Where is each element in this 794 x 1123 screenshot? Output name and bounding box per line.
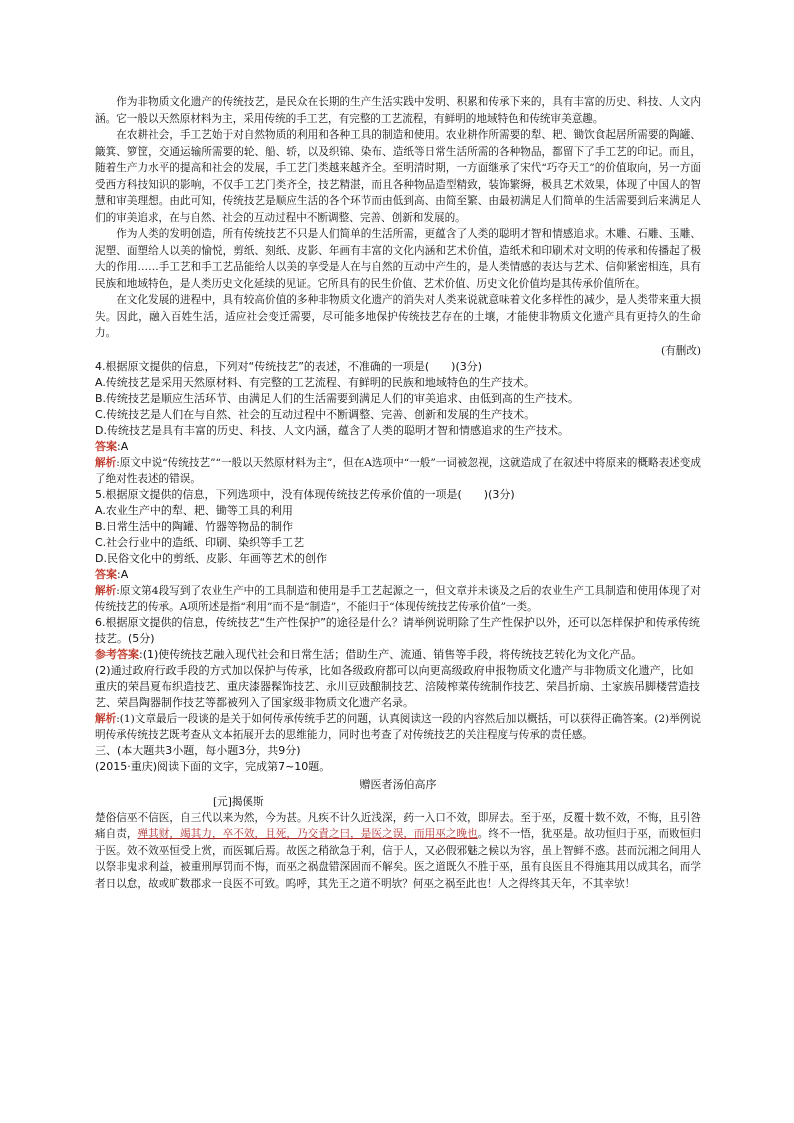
question-6-analysis-text: (1)文章最后一段谈的是关于如何传承传统手艺的问题，认真阅读这一段的内容然后加以概括，可以获得正确答案。(2)举例说明传承传统技艺既考查从文本拓展开去的思维能力，同时也考查了对传统技艺的关注程度与传承的责任感。 xyxy=(95,712,701,741)
classical-text-title: 赠医者汤伯高序 xyxy=(359,777,437,791)
question-6-analysis: 解析:(1)文章最后一段谈的是关于如何传承传统手艺的问题，认真阅读这一段的内容然后加以概括，可以获得正确答案。(2)举例说明传承传统技艺既考查从文本拓展开去的思维能力，同时也考查了对传统技艺的关注程度与传承的责任感。 xyxy=(95,712,701,741)
answer-label: 答案 xyxy=(95,567,117,581)
section-3-intro: (2015·重庆)阅读下面的文字，完成第7~10题。 xyxy=(95,759,331,773)
question-4-analysis: 解析:原文中说“传统技艺”“一般以天然原材料为主”，但在A选项中“一般”一词被忽视，这就造成了在叙述中将原来的概略表述变成了绝对性表述的错误。 xyxy=(95,456,701,485)
answer-label: 答案 xyxy=(95,439,117,453)
classical-text-body xyxy=(95,810,701,893)
question-5-analysis-text: 原文第4段写到了农业生产中的工具制造和使用是手工艺起源之一，但文章并未谈及之后的农业生产工具制造和使用体现了对传统技艺的传承。A项所述是指“利用”而不是“制造”，不能归于“体现传统技艺传承价值”一类。 xyxy=(95,584,701,613)
question-6 xyxy=(95,615,701,743)
section-3-heading: 三、(本大题共3小题，每小题3分，共9分) xyxy=(95,743,301,757)
question-4-option-a: A.传统技艺是采用天然原材料、有完整的工艺流程、有鲜明的民族和地域特色的生产技术。 xyxy=(95,375,535,389)
question-4-answer-value: A xyxy=(120,439,129,453)
question-6-reference-answer-1: 参考答案:(1)使传统技艺融入现代社会和日常生活；借助生产、流通、销售等手段，将传统技艺转化为文化产品。 xyxy=(95,647,643,661)
classical-text-author: [元]揭傒斯 xyxy=(213,795,264,808)
question-5 xyxy=(95,487,701,615)
question-6-reference-answer-1-text: (1)使传统技艺融入现代社会和日常生活；借助生产、流通、销售等手段，将传统技艺转化为文化产品。 xyxy=(142,647,643,661)
question-4 xyxy=(95,359,701,487)
question-5-option-c: C.社会行业中的造纸、印刷、染织等手工艺 xyxy=(95,535,305,549)
classical-text-part-2: 。终不一悟，犹巫是。故功恒归于巫，而败恒归于医。效不效巫恒受上赏，而医辄后焉。故医之稍欲急于利，信于人，又必假邪魅之候以为容，虽上智鲜不惑。甚而沅湘之间用人以祭非鬼求利益，被重刑厚罚而不悔，而巫之祸盘错深固而不解矣。医之道既久不胜于巫，虽有良医且不得施其用以成其名，而学者日以怠，故或旷数郡求一良医不可致。呜呼，其先王之道不明欤？何巫之祸至此也！人之得终其天年，不其幸欤！ xyxy=(95,828,702,890)
question-5-option-a: A.农业生产中的犁、耙、锄等工具的利用 xyxy=(95,503,293,517)
question-6-reference-answer-2: (2)通过政府行政手段的方式加以保护与传承，比如各级政府都可以向更高级政府申报物质文化遗产与非物质文化遗产，比如重庆的荣昌夏布织造技艺、重庆漆器髹饰技艺、永川豆豉酿制技艺、涪陵榨菜传统制作技艺、荣昌折扇、土家族吊脚楼营造技艺、荣昌陶器制作技艺等都被列入了国家级非物质文化遗产名录。 xyxy=(95,663,700,709)
analysis-label: 解析 xyxy=(95,456,117,469)
analysis-label: 解析 xyxy=(95,712,117,725)
question-5-stem: 5.根据原文提供的信息，下列选项中，没有体现传统技艺传承价值的一项是( )(3分) xyxy=(95,487,515,501)
passage-paragraph-4: 在文化发展的进程中，具有较高价值的多种非物质文化遗产的消失对人类来说就意味着文化多样性的减少，是人类带来重大损失。因此，融入百姓生活，适应社会变迁需要，尽可能多地保护传统技艺存在的土壤，才能使非物质文化遗产具有更持久的生命力。 xyxy=(95,294,701,339)
document-page xyxy=(95,94,701,892)
question-5-analysis: 解析:原文第4段写到了农业生产中的工具制造和使用是手工艺起源之一，但文章并未谈及之后的农业生产工具制造和使用体现了对传统技艺的传承。A项所述是指“利用”而不是“制造”，不能归于“体现传统技艺传承价值”一类。 xyxy=(95,584,701,613)
question-4-analysis-text: 原文中说“传统技艺”“一般以天然原材料为主”，但在A选项中“一般”一词被忽视，这就造成了在叙述中将原来的概略表述变成了绝对性表述的错误。 xyxy=(95,456,701,485)
question-4-option-c: C.传统技艺是人们在与自然、社会的互动过程中不断调整、完善、创新和发展的生产技术。 xyxy=(95,407,536,421)
passage-paragraph-3: 作为人类的发明创造，所有传统技艺不只是人们简单的生活所需，更蕴含了人类的聪明才智和情感追求。木雕、石雕、玉雕、泥塑、面塑给人以美的愉悦，剪纸、刻纸、皮影、年画有丰富的文化内涵和艺术价值，造纸术和印刷术对文明的传承和传播起了极大的作用……手工艺和手工艺品能给人以美的享受是人在与自然的互动中产生的，是人类情感的表达与艺术、信仰紧密相连，具有民族和地域特色，是人类历史文化延续的见证。它所具有的民生价值、艺术价值、历史文化价值均是其传承价值所在。 xyxy=(95,228,701,290)
passage-paragraph-2: 在农耕社会，手工艺始于对自然物质的利用和各种工具的制造和使用。农业耕作所需要的犁、耙、锄饮食起居所需要的陶罐、簸箕、箩筐，交通运输所需要的轮、船、轿，以及织锦、染布、造纸等日常生活所需的各种物品，都留下了手工艺的印记。而且，随着生产力水平的提高和社会的发展，手工艺门类越来越齐全。至明清时期，一方面继承了宋代“巧夺天工”的价值取向，另一方面受西方科技知识的影响，不仅手工艺门类齐全，技艺精湛，而且各种物品造型精致，装饰繁缛，极具艺术效果，体现了中国人的智慧和审美理想。由此可知，传统技艺是顺应生活的各个环节而由低到高、由简至繁、由最初满足人们简单的生活需要到后来满足人们的审美追求，在与自然、社会的互动过程中不断调整、完善、创新和发展的。 xyxy=(95,129,701,224)
reference-answer-label: 参考答案 xyxy=(95,647,139,661)
question-4-option-d: D.传统技艺是具有丰富的历史、科技、人文内涵，蕴含了人类的聪明才智和情感追求的生产技术。 xyxy=(95,423,569,437)
question-5-answer: 答案:A xyxy=(95,567,129,581)
question-4-stem: 4.根据原文提供的信息，下列对“传统技艺”的表述，不准确的一项是( )(3分) xyxy=(95,359,483,373)
question-5-option-d: D.民俗文化中的剪纸、皮影、年画等艺术的创作 xyxy=(95,551,327,565)
question-5-answer-value: A xyxy=(120,567,129,581)
underlined-sentence: 殚其财，竭其力，卒不效，且死，乃交責之曰，是医之误，而用巫之晚也 xyxy=(137,828,478,840)
passage-source-note: (有删改) xyxy=(660,344,701,357)
section-3 xyxy=(95,743,701,893)
question-4-answer: 答案:A xyxy=(95,439,129,453)
question-5-option-b: B.日常生活中的陶罐、竹器等物品的制作 xyxy=(95,519,294,533)
reading-passage xyxy=(95,94,701,359)
passage-paragraph-1: 作为非物质文化遗产的传统技艺，是民众在长期的生产生活实践中发明、积累和传承下来的，具有丰富的历史、科技、人文内涵。它一般以天然原材料为主，采用传统的手工艺，有完整的工艺流程，有鲜明的地域特色和传统审美意趣。 xyxy=(95,96,701,125)
question-6-stem: 6.根据原文提供的信息，传统技艺“生产性保护”的途径是什么？请举例说明除了生产性保护以外，还可以怎样保护和传承传统技艺。(5分) xyxy=(95,615,700,645)
question-4-option-b: B.传统技艺是顺应生活环节、由满足人们的生活需要到满足人们的审美追求、由低到高的生产技术。 xyxy=(95,391,580,405)
analysis-label: 解析 xyxy=(95,584,117,597)
classical-text-part-1: 楚俗信巫不信医，自三代以来为然，今为甚。凡疾不计久近浅深，药一入口不效，即屏去。至于巫，反覆十数不效，不悔，且引咎痛自责， xyxy=(95,811,701,840)
